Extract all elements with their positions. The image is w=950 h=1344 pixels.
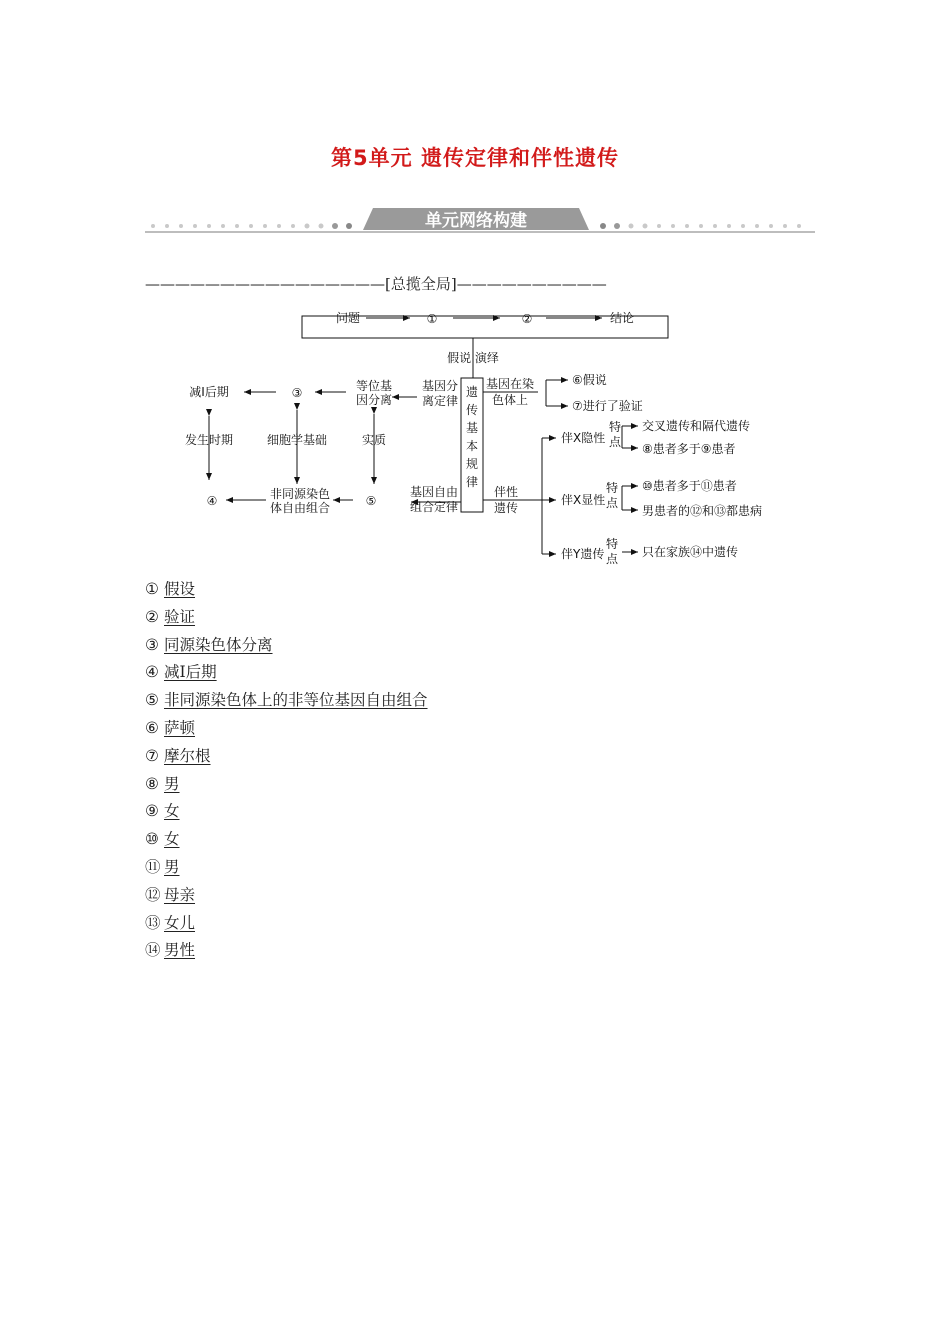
svg-text:组合定律: 组合定律 xyxy=(409,500,459,514)
xd-trait-1: ⑩患者多于⑪患者 xyxy=(642,479,737,493)
svg-text:点: 点 xyxy=(608,435,622,449)
answer-item: ④ 减Ⅰ后期 xyxy=(145,663,217,682)
answer-list xyxy=(145,578,428,967)
svg-text:特: 特 xyxy=(608,420,622,434)
center-label xyxy=(466,384,478,489)
flow-blank-2: ② xyxy=(521,312,533,326)
method-label: 假说 演绎 xyxy=(447,351,499,365)
svg-text:传: 传 xyxy=(465,403,479,417)
answer-item: ③ 同源染色体分离 xyxy=(145,635,273,654)
cyto-basis-label: 细胞学基础 xyxy=(266,433,328,447)
svg-text:基因在染: 基因在染 xyxy=(485,377,535,391)
flow-problem: 问题 xyxy=(335,311,361,325)
svg-text:特: 特 xyxy=(605,537,619,551)
svg-text:基因分: 基因分 xyxy=(421,379,459,393)
svg-text:遗传: 遗传 xyxy=(493,501,519,515)
answer-item: ⑥ 萨顿 xyxy=(145,718,196,737)
answer-item: ⑫ 母亲 xyxy=(145,885,196,904)
verification-7: ⑦进行了验证 xyxy=(572,399,643,413)
svg-text:非同源染色: 非同源染色 xyxy=(269,487,331,501)
answer-item: ⑧ 男 xyxy=(145,774,180,793)
hypothesis-6: ⑥假说 xyxy=(572,373,607,387)
svg-text:遗: 遗 xyxy=(465,385,479,399)
nonhomologous-label xyxy=(270,486,330,515)
answer-item: ⑨ 女 xyxy=(145,802,180,821)
essence-label: 实质 xyxy=(361,433,387,447)
answer-item: ⑬ 女儿 xyxy=(145,913,196,932)
banner-dots-left xyxy=(151,223,352,229)
flow-conclusion: 结论 xyxy=(609,311,635,325)
independent-law xyxy=(410,484,458,514)
summary-heading: ————————————————[总揽全局]—————————— xyxy=(145,275,607,293)
period-label: 发生时期 xyxy=(184,433,234,447)
svg-text:色体上: 色体上 xyxy=(491,393,529,407)
meiosis-label: 减Ⅰ后期 xyxy=(189,385,229,399)
svg-text:基: 基 xyxy=(465,421,479,435)
xr-trait-2: ⑧患者多于⑨患者 xyxy=(642,442,736,456)
concept-map xyxy=(170,300,780,580)
xr-trait-1: 交叉遗传和隔代遗传 xyxy=(642,419,751,433)
trait-xr xyxy=(609,419,622,449)
svg-text:伴性: 伴性 xyxy=(493,485,519,499)
svg-text:特: 特 xyxy=(605,481,619,495)
answer-item: ⑭ 男性 xyxy=(145,941,196,960)
svg-text:因分离: 因分离 xyxy=(355,393,393,407)
svg-text:点: 点 xyxy=(605,496,619,510)
answer-item: ⑤ 非同源染色体上的非等位基因自由组合 xyxy=(145,691,428,710)
x-dominant: 伴X显性 xyxy=(561,493,606,507)
x-recessive: 伴X隐性 xyxy=(561,431,606,445)
flow-blank-1: ① xyxy=(426,312,438,326)
blank-5: ⑤ xyxy=(365,494,377,508)
answer-item: ① 假设 xyxy=(145,580,196,598)
blank-4: ④ xyxy=(206,494,218,508)
svg-text:本: 本 xyxy=(465,439,479,453)
blank-3: ③ xyxy=(291,386,303,400)
y-linked: 伴Y遗传 xyxy=(561,547,605,561)
svg-text:规: 规 xyxy=(465,457,479,471)
banner-label: 单元网络构建 xyxy=(425,211,527,231)
trait-yl xyxy=(606,536,619,566)
svg-text:基因自由: 基因自由 xyxy=(409,485,459,499)
svg-text:点: 点 xyxy=(605,552,619,566)
answer-item: ⑩ 女 xyxy=(145,830,180,849)
svg-text:离定律: 离定律 xyxy=(421,394,459,408)
svg-text:律: 律 xyxy=(465,475,479,489)
allele-separation xyxy=(356,379,392,407)
page-title: 第5单元 遗传定律和伴性遗传 xyxy=(331,146,619,170)
answer-item: ⑦ 摩尔根 xyxy=(145,746,211,765)
banner-dots-right xyxy=(600,223,801,229)
trait-xd xyxy=(606,480,619,510)
segregation-law xyxy=(422,378,458,408)
answer-item: ② 验证 xyxy=(145,607,196,626)
yl-trait-1: 只在家族⑭中遗传 xyxy=(642,545,739,559)
answer-item: ⑪ 男 xyxy=(145,857,180,876)
section-banner xyxy=(145,206,815,236)
svg-text:等位基: 等位基 xyxy=(355,379,393,393)
xd-trait-2: 男患者的⑫和⑬都患病 xyxy=(642,504,763,518)
svg-text:体自由组合: 体自由组合 xyxy=(269,501,331,515)
